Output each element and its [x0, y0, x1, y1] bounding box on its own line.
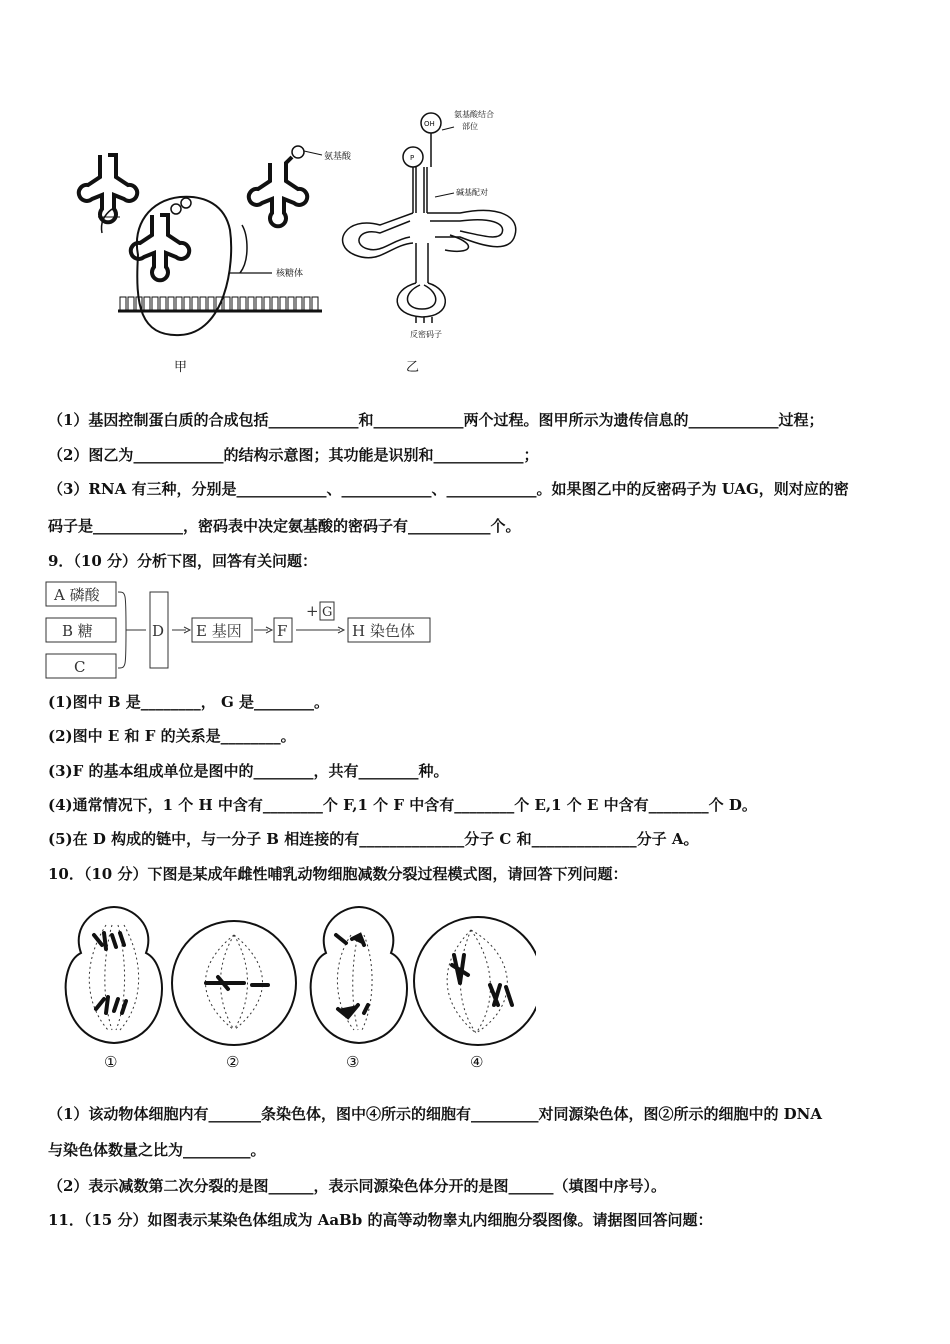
- q8-line-2: （2）图乙为____________的结构示意图；其功能是识别和____________；: [48, 446, 539, 464]
- q9-line-2: (2)图中 E 和 F 的关系是________。: [48, 727, 296, 745]
- aa-binding-site-label-2: 部位: [462, 122, 478, 131]
- p-label: P: [410, 154, 415, 162]
- q9-line-4: (4)通常情况下，1 个 H 中含有________个 F,1 个 F 中含有________个 E,1 个 E 中含有________个 D。: [48, 796, 757, 814]
- box-c-label: C: [74, 658, 86, 676]
- base-pair-label: 碱基配对: [456, 188, 488, 197]
- cell-label-4: ④: [470, 1053, 484, 1071]
- figure-label-yi: 乙: [406, 360, 420, 375]
- plus-sign: +: [306, 602, 319, 620]
- cell-1: [66, 907, 162, 1043]
- q10-line-1: （1）该动物体细胞内有_______条染色体，图中④所示的细胞有_________对同源染色体，图②所示的细胞中的 DNA: [48, 1105, 823, 1123]
- q9-line-1: (1)图中 B 是________， G 是________。: [48, 693, 330, 711]
- cell-label-3: ③: [346, 1053, 360, 1071]
- q8-line-3: （3）RNA 有三种，分别是____________、____________、____________。如果图乙中的反密码子为 UAG，则对应的密: [48, 480, 849, 498]
- q10-line-2: 与染色体数量之比为_________。: [48, 1141, 266, 1159]
- q9-title: 9．（10 分）分析下图，回答有关问题：: [48, 552, 318, 570]
- box-d-label: D: [152, 622, 165, 640]
- cell-4: [414, 917, 536, 1045]
- amino-acid-label: 氨基酸: [324, 152, 352, 162]
- anticodon-label: 反密码子: [410, 330, 442, 339]
- figure-gene-diagram: [44, 580, 434, 680]
- figure-yi-trna: [343, 113, 516, 323]
- cell-label-2: ②: [226, 1053, 240, 1071]
- figure-jia-ribosome: [79, 146, 322, 335]
- figure-translation: [40, 105, 560, 380]
- oh-label: OH: [424, 120, 435, 128]
- q9-line-3: (3)F 的基本组成单位是图中的________，共有________种。: [48, 762, 449, 780]
- q11-title: 11．（15 分）如图表示某染色体组成为 AaBb 的高等动物睾丸内细胞分裂图像。请据图回答问题：: [48, 1211, 713, 1229]
- cell-label-1: ①: [104, 1053, 118, 1071]
- box-a-label: A 磷酸: [54, 586, 100, 604]
- aa-binding-site-label-1: 氨基酸结合: [454, 110, 494, 119]
- q10-line-3: （2）表示减数第二次分裂的是图______，表示同源染色体分开的是图______（填图中序号）。: [48, 1177, 666, 1195]
- box-h-label: H 染色体: [352, 622, 415, 640]
- q8-line-1: （1）基因控制蛋白质的合成包括____________和____________两个过程。图甲所示为遗传信息的____________过程；: [48, 411, 824, 429]
- q8-line-4: 码子是____________，密码表中决定氨基酸的密码子有___________个。: [48, 517, 521, 535]
- box-e-label: E 基因: [196, 622, 242, 640]
- cell-3: [311, 907, 407, 1043]
- q9-line-5: (5)在 D 构成的链中，与一分子 B 相连接的有______________分子 C 和______________分子 A。: [48, 830, 699, 848]
- figure-label-jia: 甲: [174, 360, 188, 375]
- q10-title: 10．（10 分）下图是某成年雌性哺乳动物细胞减数分裂过程模式图，请回答下列问题：: [48, 865, 628, 883]
- figure-meiosis-cells: [46, 905, 536, 1075]
- ribosome-label: 核糖体: [276, 269, 304, 279]
- box-g-label: G: [322, 605, 333, 620]
- box-b-label: B 糖: [62, 622, 93, 640]
- box-f-label: F: [277, 622, 288, 640]
